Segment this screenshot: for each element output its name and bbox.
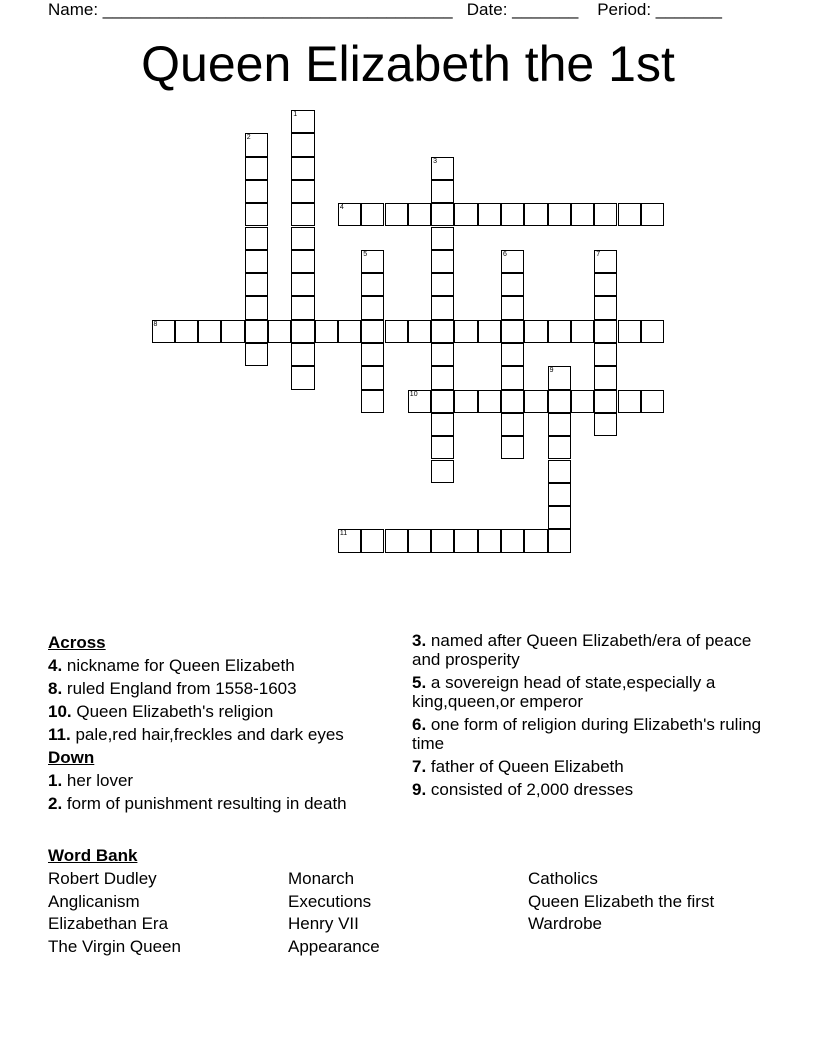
word-bank-item: Catholics <box>528 869 598 888</box>
word-bank-item: Monarch <box>288 869 355 888</box>
crossword-cell[interactable] <box>501 203 524 226</box>
crossword-cell[interactable] <box>594 343 617 366</box>
clue-number: 9. <box>412 780 427 799</box>
crossword-cell[interactable] <box>548 390 571 413</box>
crossword-cell[interactable] <box>548 483 571 506</box>
across-clue-8 <box>48 679 398 698</box>
student-info-line: Name: _____________________________________ Date: _______ Period: _______ <box>48 0 722 19</box>
crossword-cell[interactable] <box>524 320 547 343</box>
crossword-cell[interactable] <box>408 320 431 343</box>
crossword-cell[interactable] <box>291 157 314 180</box>
crossword-cell[interactable] <box>641 203 664 226</box>
clues-right-column <box>412 631 762 803</box>
clue-text: one form of religion during Elizabeth's ruling time <box>412 715 762 753</box>
crossword-cell[interactable] <box>501 320 524 343</box>
clue-text: her lover <box>66 771 134 790</box>
crossword-cell[interactable] <box>245 157 268 180</box>
clue-number: 11. <box>48 725 71 744</box>
word-bank-item: Henry VII <box>288 914 359 934</box>
crossword-cell[interactable] <box>548 366 571 389</box>
down-clue-6 <box>412 715 762 753</box>
crossword-cell[interactable] <box>361 273 384 296</box>
crossword-cell[interactable] <box>245 343 268 366</box>
page-title: Queen Elizabeth the 1st <box>141 36 675 92</box>
clue-text: father of Queen Elizabeth <box>430 757 624 776</box>
crossword-cell[interactable] <box>361 320 384 343</box>
word-bank-heading: Word Bank <box>48 846 138 865</box>
down-clue-9 <box>412 780 762 799</box>
crossword-cell[interactable] <box>501 436 524 459</box>
cell-number: 4 <box>339 204 344 212</box>
crossword-cell[interactable] <box>594 203 617 226</box>
crossword-cell[interactable] <box>361 296 384 319</box>
down-clue-1 <box>48 771 398 790</box>
cell-number: 8 <box>153 320 158 328</box>
word-bank-column <box>48 868 288 958</box>
clue-text: nickname for Queen Elizabeth <box>66 656 295 675</box>
crossword-cell[interactable] <box>291 227 314 250</box>
down-clue-3 <box>412 631 762 669</box>
clue-number: 5. <box>412 673 427 692</box>
crossword-cell[interactable] <box>291 343 314 366</box>
across-clue-10 <box>48 702 398 721</box>
down-clue-2 <box>48 794 398 813</box>
crossword-cell[interactable] <box>431 320 454 343</box>
crossword-cell[interactable] <box>548 203 571 226</box>
word-bank-item: Elizabethan Era <box>48 914 169 934</box>
crossword-cell[interactable] <box>385 529 408 552</box>
crossword-cell[interactable] <box>431 390 454 413</box>
crossword-cell[interactable] <box>268 320 291 343</box>
crossword-cell[interactable] <box>431 180 454 203</box>
crossword-cell[interactable] <box>291 273 314 296</box>
crossword-cell[interactable] <box>524 203 547 226</box>
crossword-cell[interactable] <box>454 529 477 552</box>
crossword-cell[interactable] <box>338 320 361 343</box>
clue-text: ruled England from 1558-1603 <box>66 679 297 698</box>
crossword-cell[interactable] <box>454 390 477 413</box>
clue-text: a sovereign head of state,especially a king,queen,or emperor <box>412 673 716 711</box>
crossword-cell[interactable] <box>431 157 454 180</box>
word-bank-item: Anglicanism <box>48 891 140 911</box>
crossword-cell[interactable] <box>152 320 175 343</box>
crossword-cell[interactable] <box>361 343 384 366</box>
crossword-cell[interactable] <box>291 250 314 273</box>
crossword-cell[interactable] <box>501 366 524 389</box>
crossword-cell[interactable] <box>571 320 594 343</box>
word-bank-item: Appearance <box>288 936 380 956</box>
word-bank-item: Queen Elizabeth the first <box>528 891 715 911</box>
crossword-cell[interactable] <box>431 227 454 250</box>
crossword-cell[interactable] <box>431 460 454 483</box>
cell-number: 7 <box>596 250 601 258</box>
crossword-cell[interactable] <box>594 296 617 319</box>
word-bank-item: Executions <box>288 891 372 911</box>
crossword-cell[interactable] <box>594 273 617 296</box>
crossword-cell[interactable] <box>245 250 268 273</box>
clue-number: 6. <box>412 715 427 734</box>
crossword-cell[interactable] <box>408 529 431 552</box>
clue-text: named after Queen Elizabeth/era of peace and prosperity <box>412 631 752 669</box>
cell-number: 10 <box>409 390 418 398</box>
cell-number: 1 <box>293 111 298 118</box>
crossword-cell[interactable] <box>501 250 524 273</box>
cell-number: 6 <box>503 250 507 258</box>
crossword-cell[interactable] <box>291 203 314 226</box>
crossword-cell[interactable] <box>431 529 454 552</box>
crossword-cell[interactable] <box>385 320 408 343</box>
crossword-cell[interactable] <box>501 343 524 366</box>
crossword-cell[interactable] <box>478 320 501 343</box>
cell-number: 5 <box>363 250 368 258</box>
clue-text: pale,red hair,freckles and dark eyes <box>75 725 344 744</box>
crossword-cell[interactable] <box>641 390 664 413</box>
crossword-cell[interactable] <box>291 296 314 319</box>
crossword-cell[interactable] <box>431 203 454 226</box>
crossword-cell[interactable] <box>501 273 524 296</box>
crossword-cell[interactable] <box>338 203 361 226</box>
crossword-cell[interactable] <box>431 413 454 436</box>
crossword-cell[interactable] <box>245 133 268 156</box>
crossword-cell[interactable] <box>198 320 221 343</box>
crossword-cell[interactable] <box>618 320 641 343</box>
crossword-cell[interactable] <box>594 250 617 273</box>
crossword-cell[interactable] <box>501 296 524 319</box>
word-bank-column <box>528 868 768 936</box>
crossword-cell[interactable] <box>245 296 268 319</box>
clue-number: 3. <box>412 631 427 650</box>
crossword-cell[interactable] <box>385 203 408 226</box>
crossword-cell[interactable] <box>548 436 571 459</box>
clue-text: Queen Elizabeth's religion <box>76 702 274 721</box>
down-heading: Down <box>48 748 95 767</box>
crossword-cell[interactable] <box>245 320 268 343</box>
crossword-cell[interactable] <box>245 203 268 226</box>
crossword-cell[interactable] <box>641 320 664 343</box>
crossword-cell[interactable] <box>431 250 454 273</box>
crossword-cell[interactable] <box>361 250 384 273</box>
crossword-cell[interactable] <box>618 390 641 413</box>
crossword-cell[interactable] <box>501 413 524 436</box>
crossword-cell[interactable] <box>338 529 361 552</box>
crossword-cell[interactable] <box>548 529 571 552</box>
clues-left-column <box>48 631 398 817</box>
crossword-cell[interactable] <box>524 529 547 552</box>
across-heading: Across <box>48 633 106 652</box>
clue-number: 2. <box>48 794 63 813</box>
clue-number: 8. <box>48 679 63 698</box>
crossword-cell[interactable] <box>291 110 314 133</box>
crossword-cell[interactable] <box>361 366 384 389</box>
crossword-cell[interactable] <box>524 390 547 413</box>
across-clue-11 <box>48 725 398 744</box>
word-bank-column <box>288 868 528 958</box>
clue-number: 4. <box>48 656 63 675</box>
clue-number: 1. <box>48 771 63 790</box>
crossword-cell[interactable] <box>594 320 617 343</box>
crossword-cell[interactable] <box>361 203 384 226</box>
crossword-cell[interactable] <box>431 436 454 459</box>
crossword-cell[interactable] <box>175 320 198 343</box>
word-bank-item: Robert Dudley <box>48 869 157 888</box>
crossword-cell[interactable] <box>431 296 454 319</box>
word-bank-item: Wardrobe <box>528 914 603 934</box>
word-bank-item: The Virgin Queen <box>48 936 181 956</box>
crossword-cell[interactable] <box>431 273 454 296</box>
crossword-cell[interactable] <box>571 390 594 413</box>
crossword-cell[interactable] <box>431 343 454 366</box>
crossword-cell[interactable] <box>291 180 314 203</box>
down-clue-7 <box>412 757 762 776</box>
crossword-cell[interactable] <box>408 203 431 226</box>
crossword-cell[interactable] <box>594 366 617 389</box>
crossword-cell[interactable] <box>361 390 384 413</box>
crossword-cell[interactable] <box>408 390 431 413</box>
crossword-cell[interactable] <box>548 320 571 343</box>
crossword-cell[interactable] <box>245 227 268 250</box>
crossword-cell[interactable] <box>454 320 477 343</box>
cell-number: 3 <box>433 157 437 165</box>
across-clue-4 <box>48 656 398 675</box>
crossword-cell[interactable] <box>431 366 454 389</box>
cell-number: 11 <box>339 530 348 538</box>
clue-text: consisted of 2,000 dresses <box>430 780 634 799</box>
crossword-cell[interactable] <box>478 390 501 413</box>
crossword-cell[interactable] <box>594 413 617 436</box>
crossword-cell[interactable] <box>291 320 314 343</box>
crossword-cell[interactable] <box>548 413 571 436</box>
down-clue-5 <box>412 673 762 711</box>
crossword-cell[interactable] <box>315 320 338 343</box>
crossword-cell[interactable] <box>478 203 501 226</box>
crossword-cell[interactable] <box>501 529 524 552</box>
crossword-cell[interactable] <box>291 133 314 156</box>
crossword-cell[interactable] <box>245 180 268 203</box>
crossword-cell[interactable] <box>221 320 244 343</box>
crossword-cell[interactable] <box>594 390 617 413</box>
crossword-cell[interactable] <box>291 366 314 389</box>
crossword-cell[interactable] <box>361 529 384 552</box>
clue-number: 7. <box>412 757 427 776</box>
crossword-cell[interactable] <box>454 203 477 226</box>
crossword-cell[interactable] <box>571 203 594 226</box>
cell-number: 9 <box>549 367 554 375</box>
crossword-cell[interactable] <box>245 273 268 296</box>
crossword-cell[interactable] <box>618 203 641 226</box>
clue-text: form of punishment resulting in death <box>66 794 347 813</box>
crossword-cell[interactable] <box>478 529 501 552</box>
cell-number: 2 <box>246 134 251 142</box>
crossword-cell[interactable] <box>548 506 571 529</box>
clue-number: 10. <box>48 702 72 721</box>
crossword-cell[interactable] <box>501 390 524 413</box>
crossword-cell[interactable] <box>548 460 571 483</box>
